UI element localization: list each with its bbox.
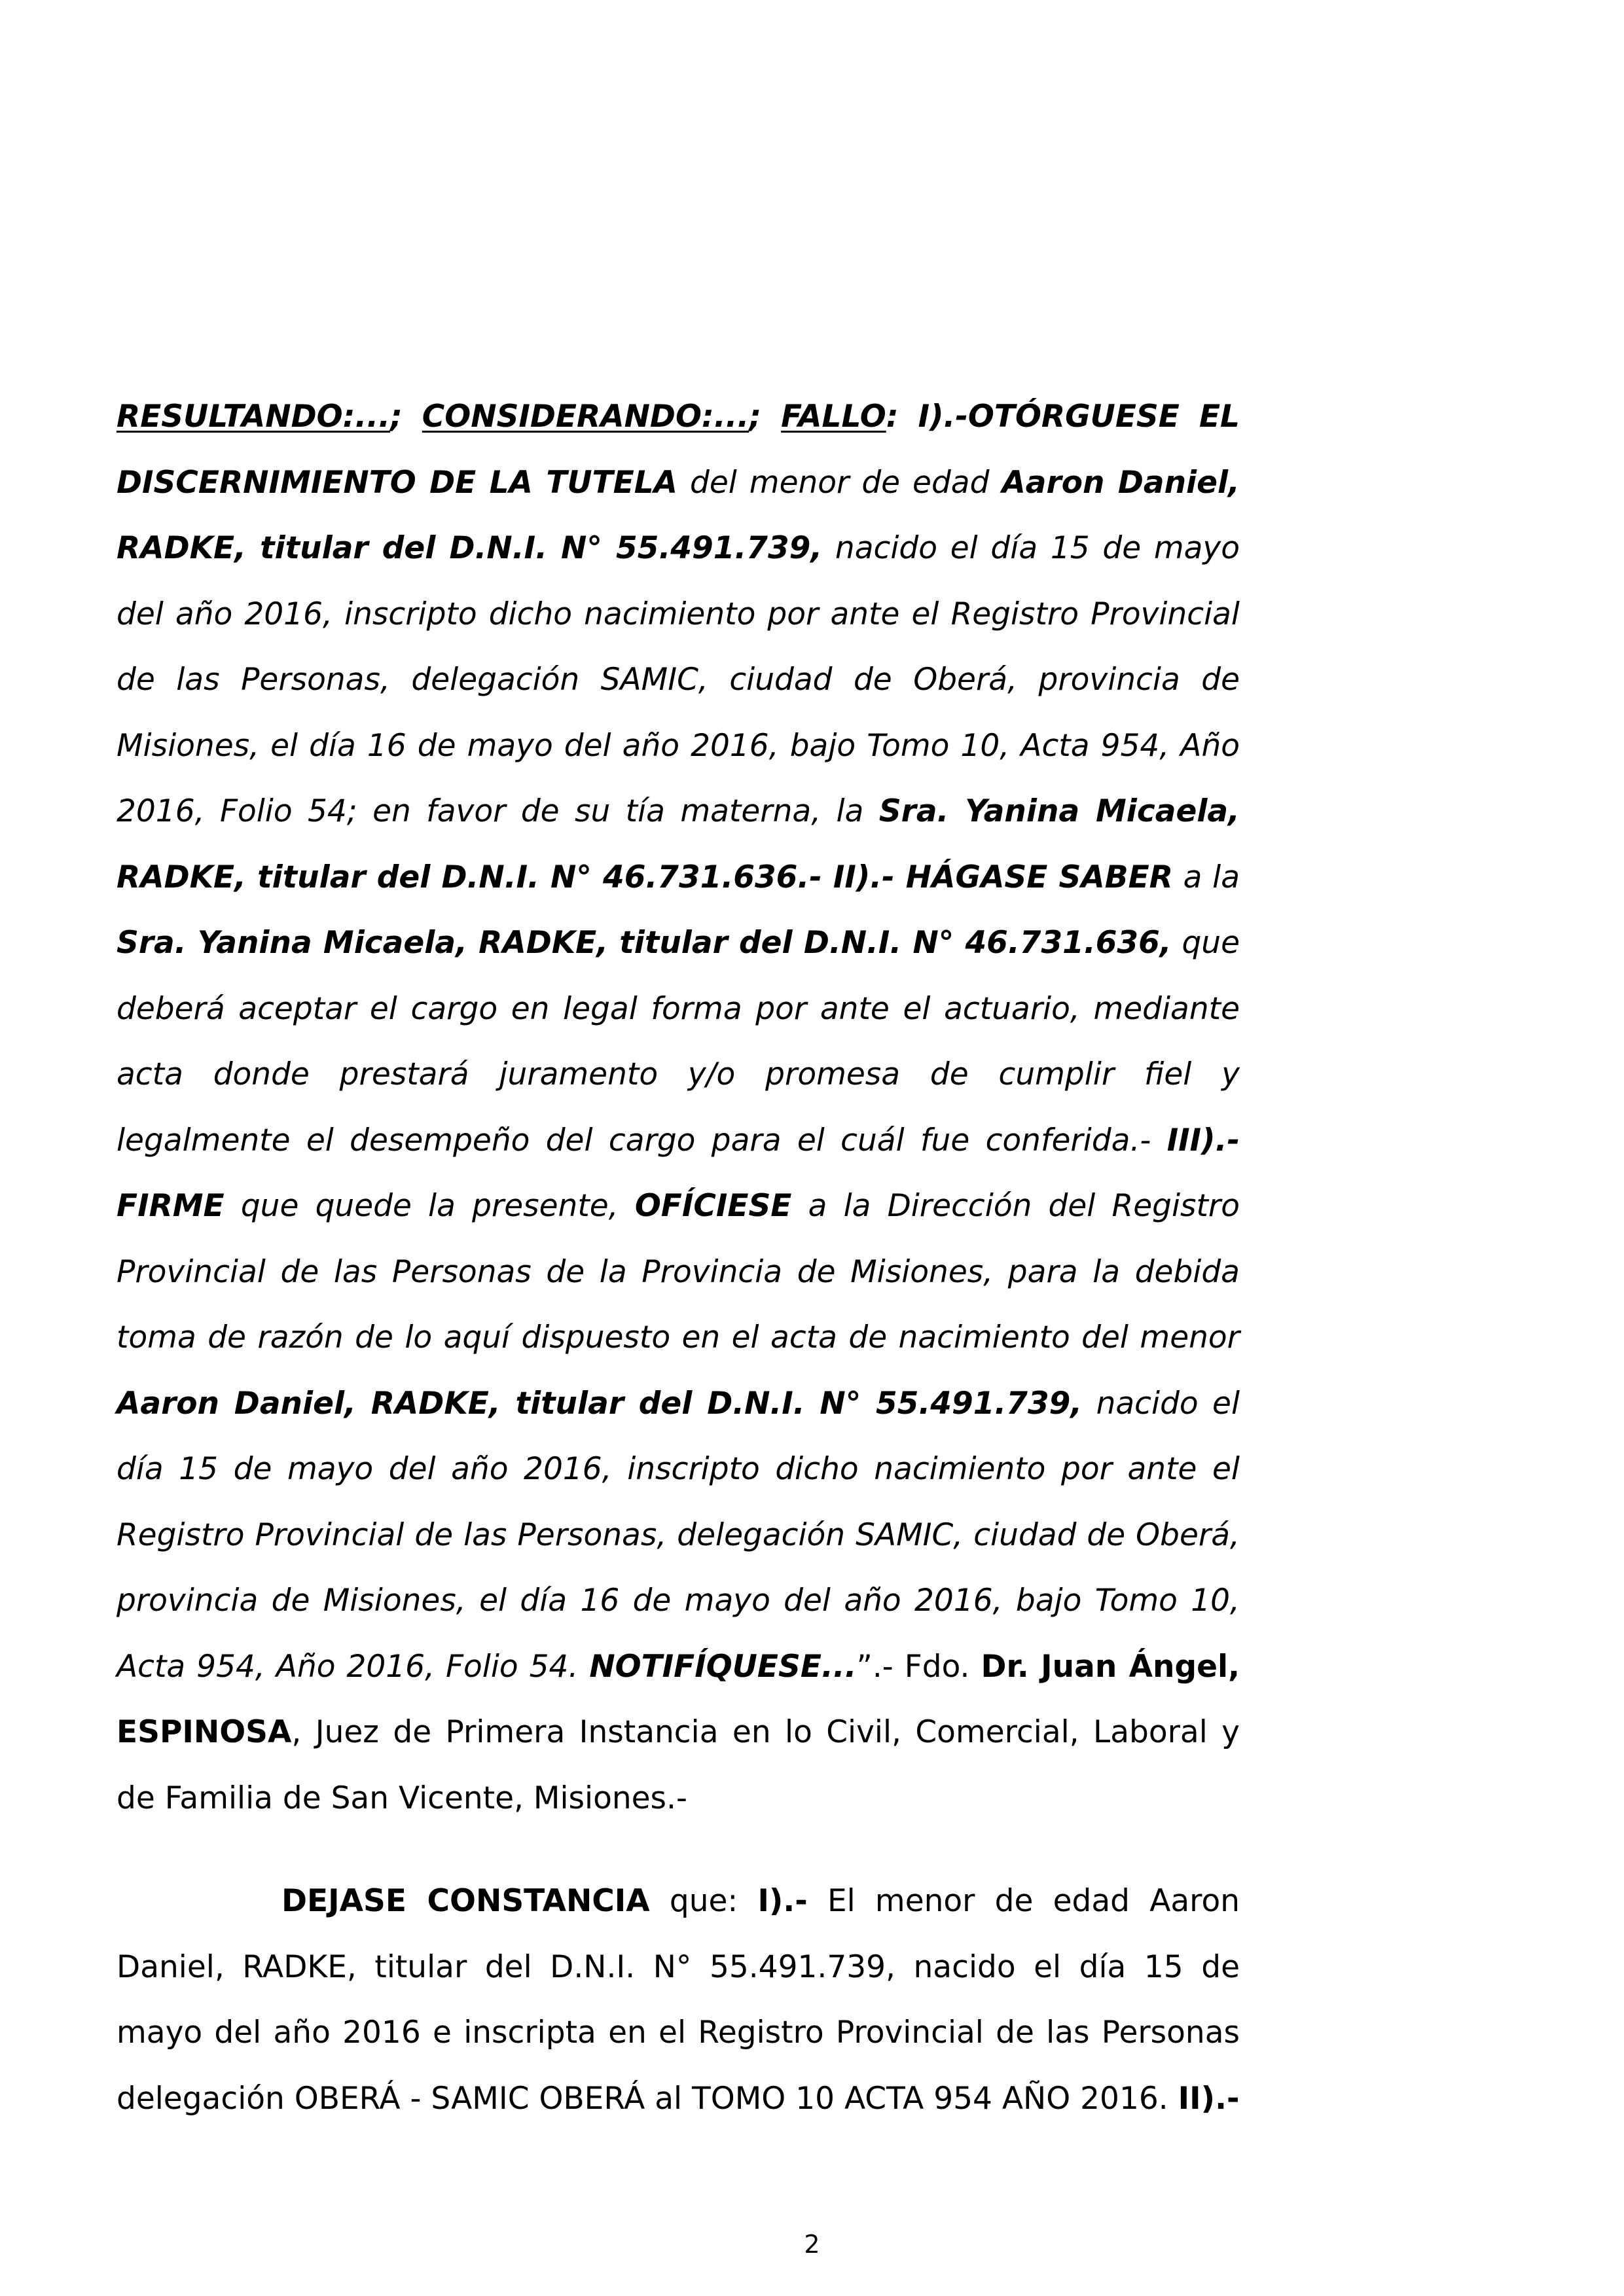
item-3-heading: III).- FIRME	[117, 1122, 1240, 1224]
text-run: ”.- Fdo.	[856, 1648, 981, 1685]
notifiquese-keyword: NOTIFÍQUESE...	[589, 1648, 857, 1685]
oficiese-keyword: OFÍCIESE	[634, 1188, 792, 1224]
text-run: a la Dirección del Registro Provincial de las Personas de la Provincia de Misiones, para la debida toma de razón de lo aquí dispuesto en el acta de nacimiento del menor	[117, 1188, 1240, 1355]
text-run: nacido el día 15 de mayo del año 2016, inscripto dicho nacimiento por ante el Registro Provincial de las Personas, delegación SAMIC, ciudad de Oberá, provincia de Misiones, el día 16 de mayo del año 2016, bajo Tomo 10, Acta 954, Año 2016, Folio 54; en favor de su tía materna, la	[117, 530, 1240, 829]
text-run: que:	[649, 1883, 758, 1919]
resolution-paragraph	[117, 384, 1240, 1831]
text-run: que quede la presente,	[224, 1188, 635, 1224]
item-1-heading: I).-OTÓRGUESE EL DISCERNIMIENTO DE LA TUTELA	[117, 399, 1240, 501]
minor-identification-2: Aaron Daniel, RADKE, titular del D.N.I. N° 55.491.739,	[117, 1385, 1083, 1422]
text-run: a la	[1172, 859, 1240, 895]
considerando-heading: CONSIDERANDO:...	[422, 399, 749, 435]
text-run: del menor de edad	[677, 464, 1002, 501]
fallo-colon: :	[886, 399, 918, 435]
text-run: que deberá aceptar el cargo en legal forma por ante el actuario, mediante acta donde prestará juramento y/o promesa de cumplir fiel y legalmente el desempeño del cargo para el cuál fue conferida.-	[117, 925, 1240, 1158]
fallo-heading: FALLO	[781, 399, 886, 435]
tutor-identification: Sra. Yanina Micaela, RADKE, titular del D.N.I. N° 46.731.636.- II).- HÁGASE SABER	[117, 793, 1240, 895]
constancia-item-1: I).-	[757, 1883, 808, 1919]
minor-identification: Aaron Daniel, RADKE, titular del D.N.I. N° 55.491.739,	[117, 464, 1240, 566]
constancia-heading: DEJASE CONSTANCIA	[281, 1883, 650, 1919]
text-run: nacido el día 15 de mayo del año 2016, inscripto dicho nacimiento por ante el Registro Provincial de las Personas, delegación SAMIC, ciudad de Oberá, provincia de Misiones, el día 16 de mayo del año 2016, bajo Tomo 10, Acta 954, Año 2016, Folio 54.	[117, 1385, 1240, 1685]
tutor-identification-2: Sra. Yanina Micaela, RADKE, titular del D.N.I. N° 46.731.636,	[117, 925, 1172, 961]
constancia-paragraph	[117, 1869, 1240, 2132]
constancia-item-2: II).-	[1178, 2080, 1240, 2117]
resultando-heading: RESULTANDO:...	[117, 399, 390, 435]
separator: ;	[389, 399, 422, 435]
page-number: 2	[804, 2230, 820, 2259]
judge-name: Dr. Juan Ángel, ESPINOSA	[117, 1648, 1240, 1750]
separator: ;	[749, 399, 782, 435]
judge-title: , Juez de Primera Instancia en lo Civil, Comercial, Laboral y de Familia de San Vicente, Misiones.-	[117, 1714, 1240, 1816]
text-run: El menor de edad Aaron Daniel, RADKE, titular del D.N.I. N° 55.491.739, nacido el día 15 de mayo del año 2016 e inscripta en el Registro Provincial de las Personas delegación OBERÁ - SAMIC OBERÁ al TOMO 10 ACTA 954 AÑO 2016.	[117, 1883, 1240, 2117]
